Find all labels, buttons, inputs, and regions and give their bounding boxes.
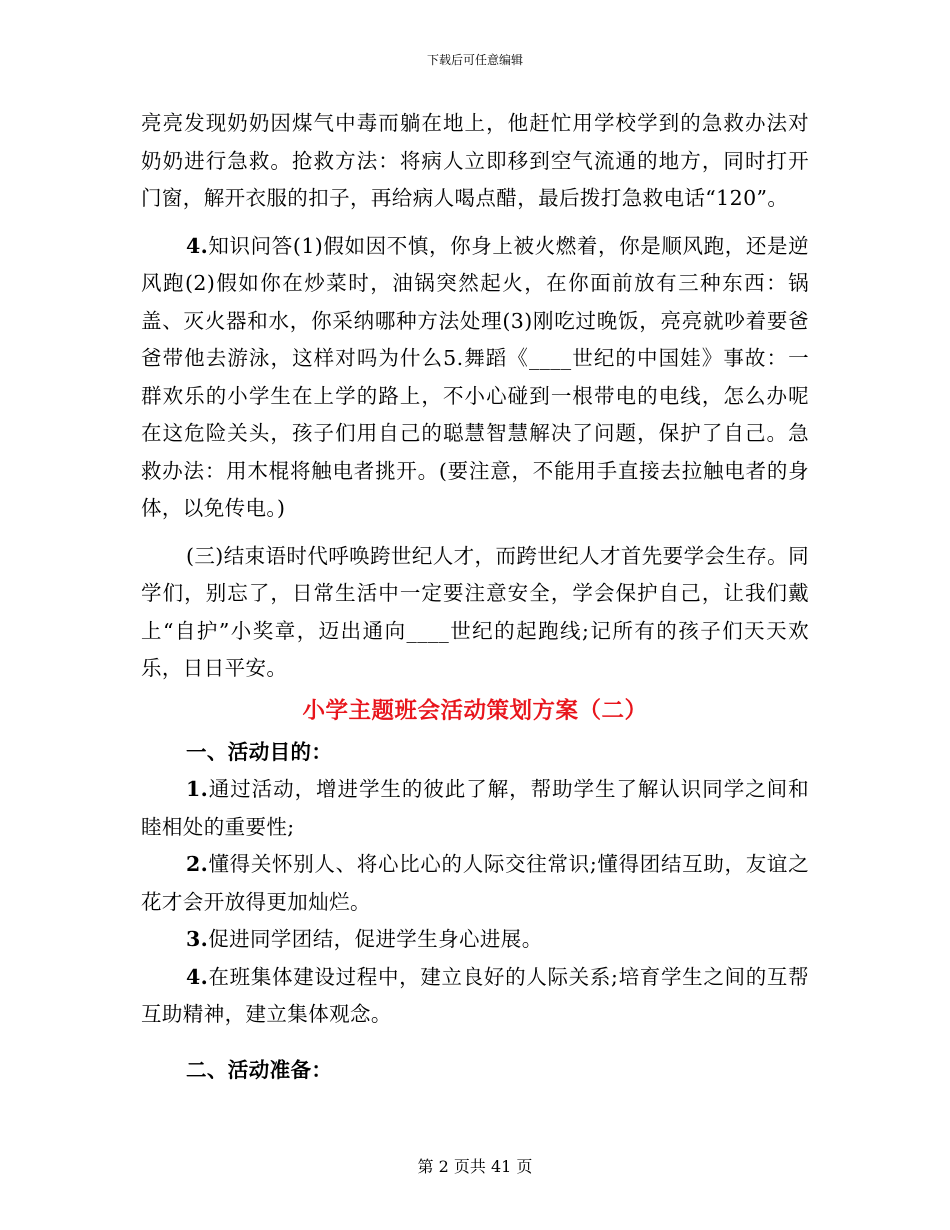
section-title: 小学主题班会活动策划方案（二） (302, 697, 648, 724)
goal-number: 3. (186, 927, 209, 951)
goal-item (141, 771, 809, 846)
paragraph-knowledge-qa (141, 228, 809, 528)
goal-number: 2. (186, 852, 209, 876)
heading-activity-preparation: 二、活动准备： (186, 1057, 333, 1082)
paragraph-gap (141, 528, 809, 538)
paragraph-text: 知识问答(1)假如因不慎，你身上被火燃着，你是顺风跑，还是逆风跑(2)假如你在炒菜时，油锅突然起火，在你面前放有三种东西：锅盖、灭火器和水，你采纳哪种方法处理(3)刚吃过晚饭，亮亮就吵着要爸爸带他去游泳，这样对吗为什么5.舞蹈《____世纪的中国娃》事故：一群欢乐的小学生在上学的路上，不小心碰到一根带电的电线，怎么办呢在这危险关头，孩子们用自己的聪慧智慧解决了问题，保护了自己。急救办法：用木棍将触电者挑开。(要注意，不能用手直接去拉触电者的身体，以免传电。) (141, 233, 809, 520)
goal-item (141, 959, 809, 1034)
page-footer: 第 2 页共 41 页 (417, 1157, 533, 1176)
goal-item (141, 921, 809, 959)
paragraph-number: 4. (186, 233, 209, 258)
goal-number: 4. (186, 964, 209, 989)
goal-text: 通过活动，增进学生的彼此了解，帮助学生了解认识同学之间和睦相处的重要性; (141, 777, 809, 839)
paragraph-conclusion: (三)结束语时代呼唤跨世纪人才，而跨世纪人才首先要学会生存。同学们，别忘了，日常生活中一定要注意安全，学会保护自己，让我们戴上“自护”小奖章，迈出通向____世纪的起跑线;记所有的孩子们天天欢乐，日日平安。 (141, 543, 809, 680)
paragraph-first-aid-gas: 亮亮发现奶奶因煤气中毒而躺在地上，他赶忙用学校学到的急救办法对奶奶进行急救。抢救方法：将病人立即移到空气流通的地方，同时打开门窗，解开衣服的扣子，再给病人喝点醋，最后拨打急救电话“120”。 (141, 111, 809, 210)
document-body (141, 105, 809, 1089)
goal-text: 促进同学团结，促进学生身心进展。 (208, 927, 543, 951)
goal-number: 1. (186, 777, 209, 801)
page-header: 下载后可任意编辑 (426, 53, 523, 67)
goal-text: 懂得关怀别人、将心比心的人际交往常识;懂得团结互助，友谊之花才会开放得更加灿烂。 (141, 852, 809, 914)
goal-item (141, 846, 809, 921)
goal-text: 在班集体建设过程中，建立良好的人际关系;培育学生之间的互帮互助精神，建立集体观念。 (141, 964, 809, 1026)
paragraph-gap (141, 218, 809, 228)
heading-activity-goals: 一、活动目的： (186, 739, 333, 764)
section-gap (141, 1034, 809, 1052)
